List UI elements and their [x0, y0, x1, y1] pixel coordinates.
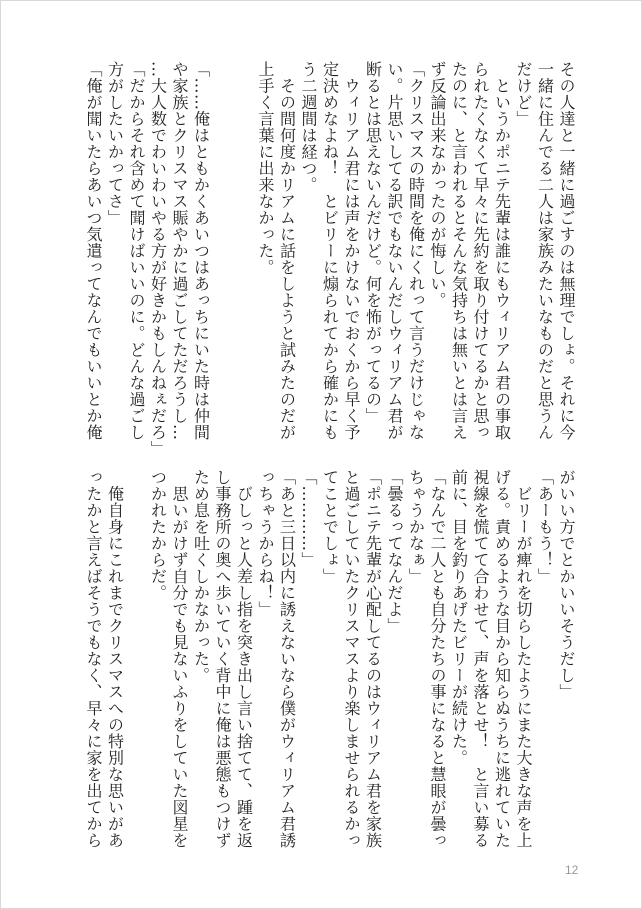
text-line: 「あと三日以内に誘えないなら僕がウィリアム君誘 [277, 469, 297, 849]
text-line: 「俺が聞いたらあいつ気遣ってなんでもいいとか俺 [84, 61, 103, 441]
text-block-bottom [82, 469, 577, 859]
text-line: …大人数でわいわいやる方が好きかもしんねぇだろ」 [148, 61, 168, 457]
text-line: 「……俺はともかくあいつはあっちにいた時は仲間 [191, 61, 211, 441]
text-line: 前に、目を釣りあげたビリーが続けた。 [449, 469, 469, 766]
text-line: つかれたからだ。 [148, 469, 168, 601]
text-line: ちゃうかなぁ」 [406, 469, 426, 585]
text-line: 「クリスマスの時間を俺にくれって言うだけじゃな [406, 61, 426, 441]
text-line: 方がしたいかってさ」 [105, 61, 125, 226]
text-line: ったかと言えばそうでもなく、早々に家を出てから [84, 469, 103, 849]
blank-line [233, 61, 255, 451]
text-line: 断るとは思えないんだけど。何を怖がってるの」 [363, 61, 383, 424]
text-line: い。片思いしてる訳でもないんだしウィリアム君が [385, 61, 404, 441]
text-line: げる。責めるような目から知らぬうちに逃れていた [492, 469, 512, 849]
text-line: 「ポニテ先輩が心配してるのはウィリアム君を家族 [363, 469, 383, 849]
text-line: びしっと人差し指を突き出し言い捨てて、踵を返 [234, 469, 254, 849]
text-line: う二週間は経つ。 [299, 61, 318, 193]
text-line: 一緒に住んでる二人は家族みたいなものだと思うん [535, 61, 555, 441]
text-line: 俺自身にこれまでクリスマスへの特別な思いがあ [105, 469, 125, 849]
text-line: てことでしょ」 [320, 469, 340, 585]
text-line: 「なんで二人とも自分たちの事になると慧眼が曇っ [428, 469, 447, 849]
text-line: たのに、と言われるとそんな気持ちは無いとは言え [449, 61, 469, 441]
text-line: られたくなくて早々に先約を取り付けてるかと思っ [471, 61, 490, 441]
blank-line [126, 469, 148, 859]
text-line: その間何度かリアムに話をしようと試みたのだが [277, 61, 297, 441]
text-line: だけど」 [514, 61, 533, 127]
text-line: 「…………」 [299, 469, 318, 568]
page-number: 12 [565, 863, 579, 877]
blank-line [212, 61, 234, 451]
text-line: ビリーが痺れを切らしたようにまた大きな声を上 [514, 469, 533, 849]
text-line: 思いがけず自分でも見ないふりをしていた図星を [170, 469, 189, 849]
text-line: がいい方でとかいいそうだし」 [557, 469, 576, 700]
text-line: 「曇るってなんだよ」 [385, 469, 404, 634]
text-block-top [82, 61, 577, 457]
text-line: その人達と一緒に過ごすのは無理でしょ。それに今 [557, 61, 576, 441]
text-line: 視線を慌てて合わせて、声を落とせ！ と言い募る [471, 469, 490, 849]
text-line: 「だからそれ含めて聞けばいいのに。どんな過ごし [127, 61, 146, 441]
text-line: 定決めなよね！ とビリーに煽られてから確かにも [320, 61, 340, 441]
text-line: というかポニテ先輩は誰にもウィリアム君の事取 [492, 61, 512, 441]
text-line: 上手く言葉に出来なかった。 [256, 61, 275, 276]
text-line: 「あーもう！」 [535, 469, 555, 585]
text-line: と過ごしていたクリスマスより楽しませられるかっ [342, 469, 361, 849]
text-line: や家族とクリスマス賑やかに過ごしてただろうし… [170, 61, 189, 441]
text-line: し事務所の奥へ歩いていく背中に俺は悪態もつけず [213, 469, 232, 849]
text-line: ず反論出来なかったのが悔しい。 [428, 61, 447, 309]
text-line: ため息を吐くしかなかった。 [191, 469, 211, 684]
text-line: ウィリアム君には声をかけないでおくから早く予 [342, 61, 361, 441]
text-line: っちゃうからね！」 [256, 469, 275, 618]
